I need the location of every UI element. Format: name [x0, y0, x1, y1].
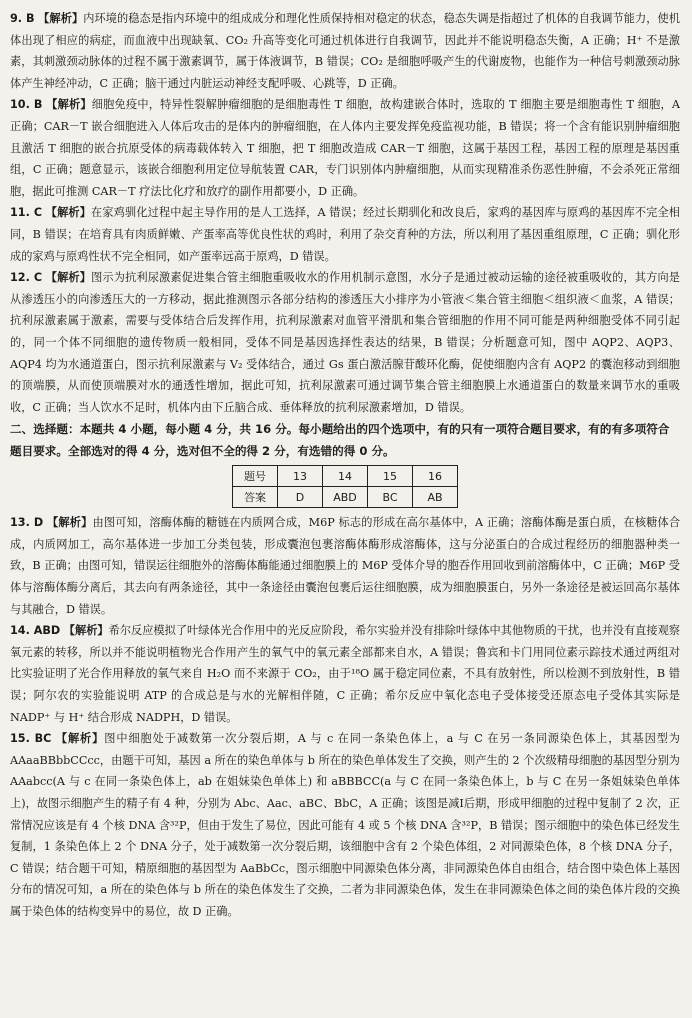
table-cell: 14	[323, 466, 368, 487]
table-cell: 答案	[233, 487, 278, 508]
item-number: 13. D	[10, 516, 44, 530]
table-row	[233, 466, 458, 487]
item-text: 图示为抗利尿激素促进集合管主细胞重吸收水的作用机制示意图，水分子是通过被动运输的途径被重吸收的，其方向是从渗透压小的向渗透压大的一方移动，据此推测图示各部分结构的渗透压大小排序为小管液＜集合管主细胞＜组织液＜血浆，A 错误；抗利尿激素属于激素，需要与受体结合后发挥作用，抗利尿激素对血管平滑肌和集合管细胞的作用不同可能是两种细胞受体不同引起的，同一个体不同细胞的遗传物质一般相同，受体不同是基因选择性表达的结果，B 错误；分析题意可知，图中 AQP2、AQP3、AQP4 均为水通道蛋白，图示抗利尿激素与 V₂ 受体结合，通过 Gs 蛋白激活腺苷酸环化酶，促使细胞内含有 AQP2 的囊泡移动到细胞的顶端膜，从而使顶端膜对水的通透性增加，据此可知，抗利尿激素可通过调节集合管主细胞膜上水通道蛋白的数量来调节水的重吸收，C 正确；当人饮水不足时，机体内由下丘脑合成、垂体释放的抗利尿激素增加，D 错误。	[10, 271, 680, 414]
item-number: 10. B	[10, 98, 43, 112]
analysis-tag: 【解析】	[45, 206, 92, 220]
table-cell: 16	[413, 466, 458, 487]
answer-item-9	[10, 8, 680, 94]
analysis-tag: 【解析】	[38, 12, 84, 25]
item-number: 15. BC	[10, 732, 52, 746]
section-title: 二、选择题：	[10, 422, 80, 437]
item-number: 12. C	[10, 271, 43, 285]
section-heading	[10, 418, 680, 462]
analysis-tag: 【解析】	[45, 271, 92, 285]
item-text: 在家鸡驯化过程中起主导作用的是人工选择，A 错误；经过长期驯化和改良后，家鸡的基因库与原鸡的基因库不完全相同，B 错误；在培育具有肉质鲜嫩、产蛋率高等优良性状的鸡时，利用了杂交育种的方法，所以利用了基因重组原理，C 正确；驯化形成的家鸡与原鸡性状不完全相同，如产蛋率远高于原鸡，D 错误。	[10, 206, 680, 263]
table-cell: 15	[368, 466, 413, 487]
table-row	[233, 487, 458, 508]
answer-item-14	[10, 620, 680, 728]
table-cell: ABD	[323, 487, 368, 508]
item-text: 图中细胞处于减数第一次分裂后期，A 与 c 在同一条染色体上，a 与 C 在另一条同源染色体上，其基因型为 AAaaBBbbCCcc，由题干可知，基因 a 所在的染色单体与 b 所在的染色单体发生了交换，则产生的 2 个次级精母细胞的基因型分别为 AAabcc(A 与 c 在同一条染色体上，ab 在姐妹染色单体上) 和 aBBBCC(a 与 C 在同一条染色体上，b 与 C 在另一条姐妹染色单体上)，故图示细胞产生的精子有 4 种，分别为 Abc、Aac、aBC、BbC，A 正确；该图是减Ⅰ后期，形成甲细胞的过程中复制了 2 次，正常情况应该是有 4 个核 DNA 含³²P，但由于发生了易位，因此可能有 4 或 5 个核 DNA 含³²P，B 错误；图示细胞中的染色体已经发生复制，1 条染色体上 2 个 DNA 分子，处于减数第一次分裂后期，该细胞中含有 2 个染色体组，2 对同源染色体，8 个核 DNA 分子，C 错误；结合题干可知，精原细胞的基因型为 AaBbCc，图示细胞中同源染色体分离，非同源染色体自由组合，结合图中染色体上基因分布的情况可知，a 所在的染色体与 b 所在的染色体发生了交换，二者为非同源染色体，发生在非同源染色体之间的染色体片段的交换属于染色体的结构变异中的易位，故 D 正确。	[10, 732, 680, 918]
analysis-tag: 【解析】	[46, 98, 92, 112]
answer-item-15	[10, 728, 680, 922]
answer-table	[232, 465, 458, 508]
item-text: 由图可知，溶酶体酶的糖链在内质网合成，M6P 标志的形成在高尔基体中，A 正确；溶酶体酶是蛋白质，在核糖体合成，内质网加工，高尔基体进一步加工分类包装，形成囊泡包裹溶酶体酶形成溶酶体，这与分泌蛋白的合成过程经历的细胞器种类一致，B 正确；由图可知，错误运往细胞外的溶酶体酶能通过细胞膜上的 M6P 受体介导的胞吞作用回收到前溶酶体中，C 正确；M6P 受体与溶酶体酶分离后，其去向有两条途径，其中一条途径由囊泡包裹后运往细胞膜，成为细胞膜蛋白，另外一条途径是被运回高尔基体与其融合，D 错误。	[10, 516, 681, 616]
item-number: 9. B	[10, 12, 35, 25]
answer-item-10	[10, 94, 680, 202]
answer-item-12	[10, 267, 680, 418]
answer-item-11	[10, 202, 680, 267]
answer-table-wrapper	[10, 465, 680, 508]
item-text: 细胞免疫中，特异性裂解肿瘤细胞的是细胞毒性 T 细胞，故构建嵌合体时，选取的 T 细胞主要是细胞毒性 T 细胞，A 正确；CAR－T 嵌合细胞进入人体后攻击的是体内的肿瘤细胞，在人体内主要发挥免疫监视功能，B 错误；将一个含有能识别肿瘤细胞且激活 T 细胞的嵌合抗原受体的病毒载体转入 T 细胞，把 T 细胞改造成 CAR－T 细胞，这属于基因工程，基因工程的原理是基因重组，C 正确；题意显示，该嵌合细胞利用定位导航装置 CAR，专门识别体内肿瘤细胞，从而实现精准杀伤恶性肿瘤，不会杀死正常细胞，据此可推测 CAR－T 疗法比化疗和放疗的副作用都要小，D 正确。	[10, 98, 680, 198]
analysis-tag: 【解析】	[46, 516, 93, 530]
item-text: 内环境的稳态是指内环境中的组成成分和理化性质保持相对稳定的状态，稳态失调是指超过了机体的自我调节能力，使机体出现了相应的病症，而血液中出现缺氧、CO₂ 升高等变化可通过机体进行自我调节，因此并不能说明稳态失衡，A 正确；H⁺ 不是激素，其刺激颈动脉体的过程不属于激素调节，属于体液调节，B 错误；CO₂ 是细胞呼吸产生的代谢废物，也能作为一种信号刺激颈动脉体产生神经冲动，C 正确；脑干通过内脏运动神经支配呼吸、心跳等，D 正确。	[10, 12, 680, 90]
section-instructions: 本题共 4 小题，每小题 4 分，共 16 分。每小题给出的四个选项中，有的只有一项符合题目要求，有的有多项符合题目要求。全部选对的得 4 分，选对但不全的得 2 分，有选错的得 0 分。	[10, 422, 670, 459]
item-number: 11. C	[10, 206, 43, 220]
table-cell: 题号	[233, 466, 278, 487]
item-text: 希尔反应模拟了叶绿体光合作用中的光反应阶段，希尔实验并没有排除叶绿体中其他物质的干扰，也并没有直接观察氧元素的转移，所以并不能说明植物光合作用产生的氧气中的氧元素全部都来自水，A 错误；鲁宾和卡门用同位素示踪技术通过两组对比实验证明了光合作用释放的氧气来自 H₂O 而不来源于 CO₂，由于¹⁸O 属于稳定同位素，不具有放射性，所以检测不到放射性，B 错误；阿尔农的实验能说明 ATP 的合成总是与水的光解相伴随，C 正确；希尔反应中氧化态电子受体接受还原态电子受体其实际是 NADP⁺ 与 H⁺ 结合形成 NADPH，D 错误。	[10, 624, 680, 724]
table-cell: AB	[413, 487, 458, 508]
table-cell: D	[278, 487, 323, 508]
analysis-tag: 【解析】	[63, 624, 109, 638]
analysis-tag: 【解析】	[55, 732, 105, 746]
table-cell: 13	[278, 466, 323, 487]
table-cell: BC	[368, 487, 413, 508]
answer-item-13	[10, 512, 680, 620]
item-number: 14. ABD	[10, 624, 61, 638]
